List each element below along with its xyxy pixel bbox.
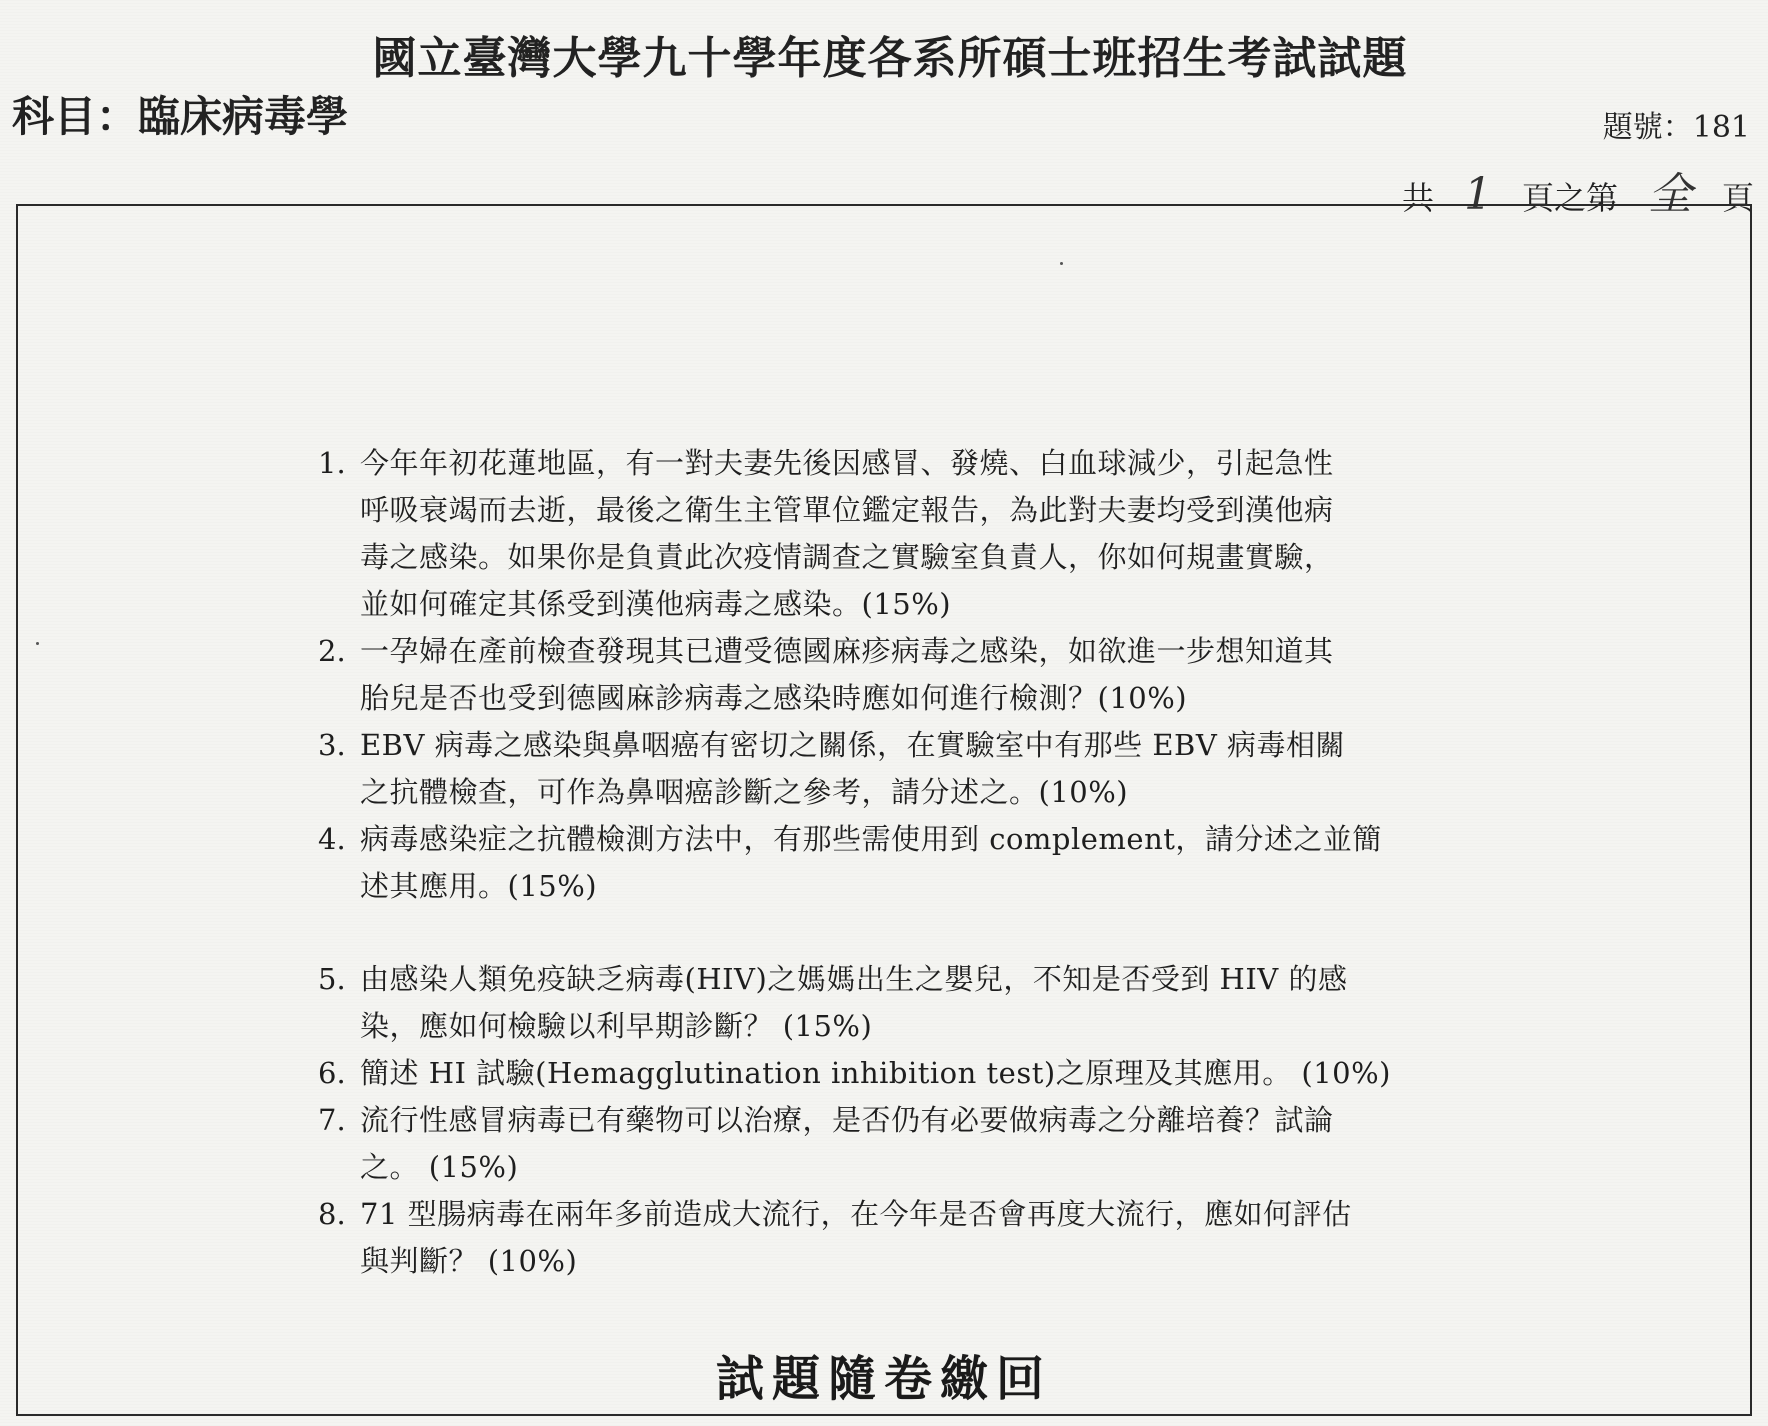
question-line: 之抗體檢查，可作為鼻咽癌診斷之參考，請分述之。(10%): [360, 775, 1129, 809]
question-item-7: [318, 1097, 1518, 1191]
page-info-middle: 頁之第: [1521, 179, 1618, 217]
question-line: 簡述 HI 試驗(Hemagglutination inhibition test)之原理及其應用。 (10%): [360, 1056, 1391, 1090]
exam-title: 國立臺灣大學九十學年度各系所碩士班招生考試試題: [372, 33, 1408, 84]
question-line: 之。 (15%): [360, 1150, 519, 1184]
question-item-1: [318, 440, 1518, 628]
page-info-suffix: 頁: [1721, 179, 1754, 217]
question-number: 題號：181: [1602, 110, 1750, 145]
question-item-5: [318, 956, 1518, 1050]
question-line: 今年年初花蓮地區，有一對夫妻先後因感冒、發燒、白血球減少，引起急性: [360, 446, 1334, 480]
question-line: 與判斷？ (10%): [360, 1244, 578, 1278]
question-line: 71 型腸病毒在兩年多前造成大流行，在今年是否會再度大流行，應如何評估: [360, 1197, 1352, 1231]
scan-speck: [1060, 262, 1063, 265]
question-line: 由感染人類免疫缺乏病毒(HIV)之媽媽出生之嬰兒，不知是否受到 HIV 的感: [360, 962, 1348, 996]
question-line: 述其應用。(15%): [360, 869, 598, 903]
question-line: 一孕婦在產前檢查發現其已遭受德國麻疹病毒之感染，如欲進一步想知道其: [360, 634, 1334, 668]
question-line: 毒之感染。如果你是負責此次疫情調查之實驗室負責人，你如何規畫實驗，: [360, 540, 1334, 574]
scan-speck: [36, 642, 39, 645]
subject-label: 科目：臨床病毒學: [12, 92, 349, 141]
question-item-6: [318, 1050, 1518, 1097]
question-number-8: 8.: [318, 1197, 346, 1231]
question-line: 並如何確定其係受到漢他病毒之感染。(15%): [360, 587, 952, 621]
spacer: [318, 910, 1518, 956]
question-number-5: 5.: [318, 962, 346, 996]
question-line: 呼吸衰竭而去逝，最後之衛生主管單位鑑定報告，為此對夫妻均受到漢他病: [360, 493, 1334, 527]
question-line: 流行性感冒病毒已有藥物可以治療，是否仍有必要做病毒之分離培養？試論: [360, 1103, 1334, 1137]
question-item-8: [318, 1191, 1518, 1285]
question-line: EBV 病毒之感染與鼻咽癌有密切之關係，在實驗室中有那些 EBV 病毒相關: [360, 728, 1346, 762]
question-number-7: 7.: [318, 1103, 346, 1137]
question-item-3: [318, 722, 1518, 816]
question-number-2: 2.: [318, 634, 346, 668]
question-number-6: 6.: [318, 1056, 346, 1090]
return-exam-note: 試題隨卷繳回: [715, 1351, 1052, 1407]
page-info-prefix: 共: [1401, 179, 1434, 217]
question-line: 病毒感染症之抗體檢測方法中，有那些需使用到 complement，請分述之並簡: [360, 822, 1382, 856]
question-list: [318, 440, 1518, 1285]
question-line: 胎兒是否也受到德國麻診病毒之感染時應如何進行檢測？(10%): [360, 681, 1188, 715]
question-line: 染，應如何檢驗以利早期診斷？ (15%): [360, 1009, 873, 1043]
question-number-4: 4.: [318, 822, 346, 856]
question-item-4: [318, 816, 1518, 910]
question-number-1: 1.: [318, 446, 346, 480]
page-current-handwritten: 全: [1647, 169, 1692, 220]
page-total-handwritten: 1: [1463, 169, 1492, 220]
question-item-2: [318, 628, 1518, 722]
question-number-3: 3.: [318, 728, 346, 762]
